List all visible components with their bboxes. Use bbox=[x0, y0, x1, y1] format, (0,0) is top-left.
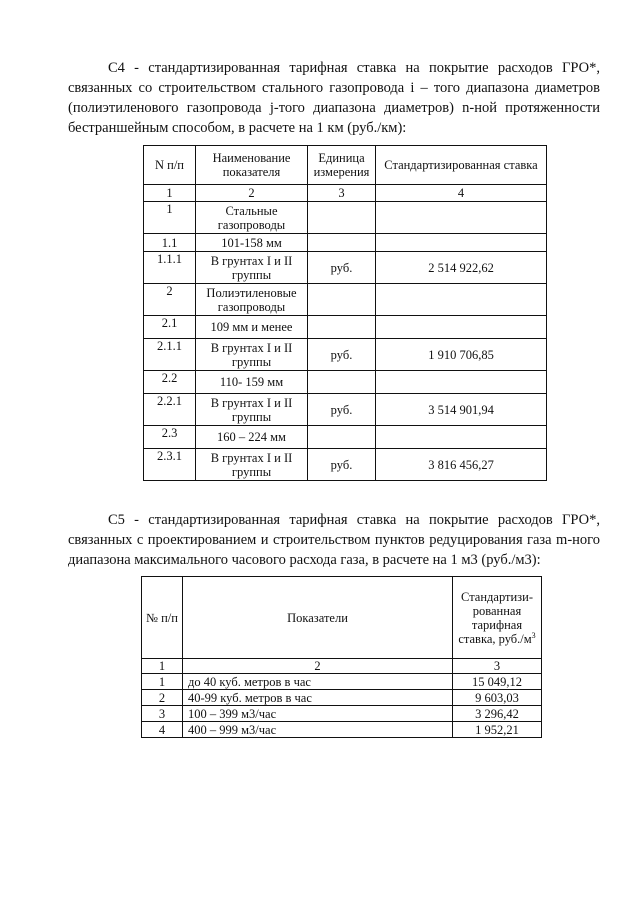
col-index: 1 bbox=[144, 185, 196, 202]
row-unit: руб. bbox=[308, 449, 376, 481]
row-name: В грунтах I и II группы bbox=[196, 252, 308, 284]
row-name: Полиэтиленовые газопроводы bbox=[196, 284, 308, 316]
row-number: 2.1.1 bbox=[144, 339, 196, 371]
table-row bbox=[144, 426, 547, 449]
row-unit: руб. bbox=[308, 339, 376, 371]
row-value: 1 952,21 bbox=[453, 722, 542, 738]
header-indicators: Показатели bbox=[183, 577, 453, 659]
table-row bbox=[144, 449, 547, 481]
table-c5-header bbox=[142, 577, 542, 659]
row-number: 4 bbox=[142, 722, 183, 738]
row-value: 9 603,03 bbox=[453, 690, 542, 706]
row-number: 2.2.1 bbox=[144, 394, 196, 426]
table-c4-numbering bbox=[144, 185, 547, 202]
header-unit: Единица измерения bbox=[308, 146, 376, 185]
row-name: Стальные газопроводы bbox=[196, 202, 308, 234]
row-unit bbox=[308, 234, 376, 252]
row-value: 3 296,42 bbox=[453, 706, 542, 722]
col-index: 2 bbox=[183, 659, 453, 674]
table-row bbox=[142, 722, 542, 738]
row-number: 2 bbox=[142, 690, 183, 706]
table-row bbox=[144, 339, 547, 371]
header-rate bbox=[453, 577, 542, 659]
c4-description: С4 - стандартизированная тарифная ставка на покрытие расходов ГРО*, связанных со строительством стального газопровода i – того диапазона диаметров (полиэтиленового газопровода j-того диапазона диаметров) n-ной протяженности бестраншейным способом, в расчете на 1 км (руб./км): bbox=[68, 60, 600, 136]
row-value bbox=[376, 202, 547, 234]
row-number: 1 bbox=[142, 674, 183, 690]
table-row bbox=[144, 202, 547, 234]
row-unit: руб. bbox=[308, 394, 376, 426]
row-name: 101-158 мм bbox=[196, 234, 308, 252]
row-value: 1 910 706,85 bbox=[376, 339, 547, 371]
row-name: 110- 159 мм bbox=[196, 371, 308, 394]
row-name: 160 – 224 мм bbox=[196, 426, 308, 449]
table-c5-numbering bbox=[142, 659, 542, 674]
row-unit bbox=[308, 284, 376, 316]
row-unit: руб. bbox=[308, 252, 376, 284]
row-unit bbox=[308, 426, 376, 449]
table-row bbox=[142, 690, 542, 706]
table-row bbox=[144, 284, 547, 316]
header-rate-text: Стандартизи-рованная тарифная ставка, руб./м bbox=[458, 589, 533, 646]
header-name: Наименование показателя bbox=[196, 146, 308, 185]
col-index: 3 bbox=[308, 185, 376, 202]
row-number: 1.1.1 bbox=[144, 252, 196, 284]
row-name: 100 – 399 м3/час bbox=[183, 706, 453, 722]
row-number: 1.1 bbox=[144, 234, 196, 252]
row-name: 400 – 999 м3/час bbox=[183, 722, 453, 738]
row-value bbox=[376, 234, 547, 252]
table-row bbox=[144, 371, 547, 394]
c5-description: С5 - стандартизированная тарифная ставка на покрытие расходов ГРО*, связанных с проектированием и строительством пунктов редуцирования газа m-ного диапазона максимального часового расхода газа, в расчете на 1 м3 (руб./м3): bbox=[68, 512, 600, 568]
row-number: 3 bbox=[142, 706, 183, 722]
row-unit bbox=[308, 316, 376, 339]
row-name: 40-99 куб. метров в час bbox=[183, 690, 453, 706]
row-value: 3 514 901,94 bbox=[376, 394, 547, 426]
row-value bbox=[376, 284, 547, 316]
table-c4 bbox=[143, 145, 547, 481]
col-index: 4 bbox=[376, 185, 547, 202]
header-number: № п/п bbox=[142, 577, 183, 659]
table-row bbox=[142, 674, 542, 690]
row-name: В грунтах I и II группы bbox=[196, 394, 308, 426]
row-name: до 40 куб. метров в час bbox=[183, 674, 453, 690]
row-number: 2.3 bbox=[144, 426, 196, 449]
row-value: 15 049,12 bbox=[453, 674, 542, 690]
table-row bbox=[144, 394, 547, 426]
row-name: 109 мм и менее bbox=[196, 316, 308, 339]
row-value: 2 514 922,62 bbox=[376, 252, 547, 284]
header-rate: Стандартизированная ставка bbox=[376, 146, 547, 185]
row-number: 2.1 bbox=[144, 316, 196, 339]
table-c5 bbox=[141, 576, 542, 738]
row-number: 1 bbox=[144, 202, 196, 234]
table-row bbox=[142, 706, 542, 722]
col-index: 3 bbox=[453, 659, 542, 674]
row-name: В грунтах I и II группы bbox=[196, 339, 308, 371]
col-index: 2 bbox=[196, 185, 308, 202]
table-row bbox=[144, 252, 547, 284]
col-index: 1 bbox=[142, 659, 183, 674]
row-number: 2.3.1 bbox=[144, 449, 196, 481]
row-unit bbox=[308, 371, 376, 394]
row-value bbox=[376, 426, 547, 449]
table-row bbox=[144, 234, 547, 252]
table-c4-header bbox=[144, 146, 547, 185]
row-unit bbox=[308, 202, 376, 234]
header-number: N п/п bbox=[144, 146, 196, 185]
table-row bbox=[144, 316, 547, 339]
row-value bbox=[376, 316, 547, 339]
header-rate-sup: 3 bbox=[531, 630, 536, 640]
row-number: 2 bbox=[144, 284, 196, 316]
row-value bbox=[376, 371, 547, 394]
row-value: 3 816 456,27 bbox=[376, 449, 547, 481]
row-number: 2.2 bbox=[144, 371, 196, 394]
row-name: В грунтах I и II группы bbox=[196, 449, 308, 481]
